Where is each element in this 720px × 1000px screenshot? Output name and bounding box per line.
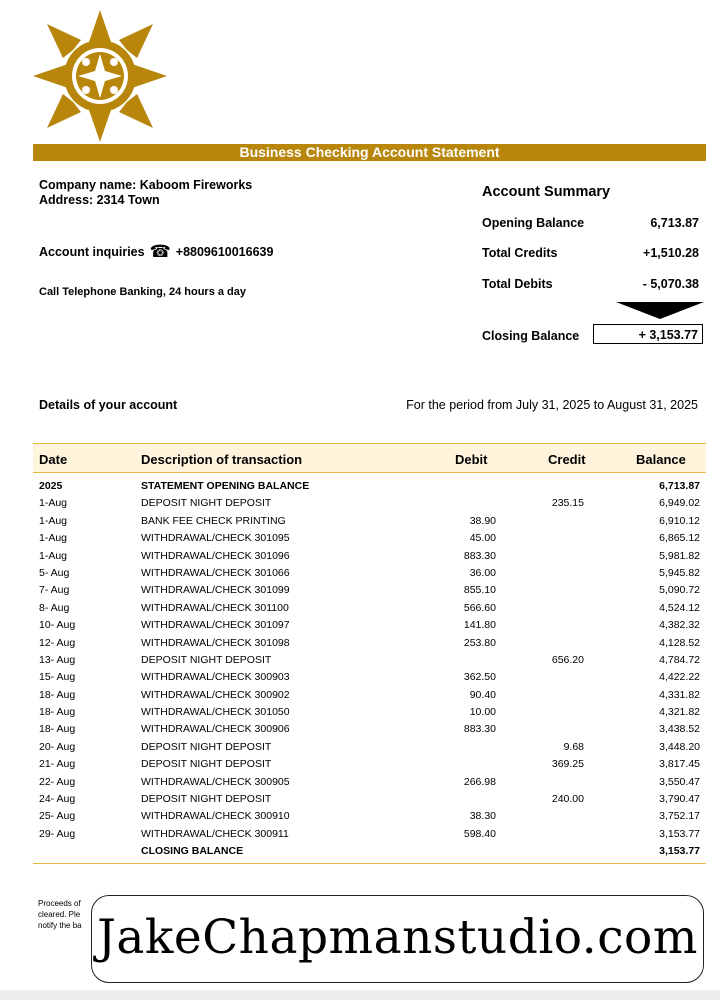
- row-date: 18- Aug: [39, 706, 76, 719]
- row-balance: 6,910.12: [659, 514, 700, 527]
- table-bottom-rule: [33, 863, 706, 864]
- row-description: WITHDRAWAL/CHECK 300906: [141, 723, 290, 736]
- account-inquiries: [39, 242, 274, 261]
- row-description: DEPOSIT NIGHT DEPOSIT: [141, 740, 272, 753]
- row-balance: 3,817.45: [659, 758, 700, 771]
- table-row: [0, 652, 720, 669]
- table-row: [0, 635, 720, 652]
- row-description: WITHDRAWAL/CHECK 301050: [141, 706, 290, 719]
- row-balance: 3,438.52: [659, 723, 700, 736]
- row-debit: 362.50: [463, 671, 496, 684]
- row-balance: 3,448.20: [659, 740, 700, 753]
- row-description: DEPOSIT NIGHT DEPOSIT: [141, 758, 272, 771]
- row-description: DEPOSIT NIGHT DEPOSIT: [141, 793, 272, 806]
- account-summary-title: Account Summary: [482, 184, 611, 200]
- bottom-strip: [0, 990, 720, 1000]
- company-address: Address: 2314 Town: [39, 193, 160, 207]
- total-credits-label: Total Credits: [482, 246, 558, 260]
- table-row: [0, 756, 720, 773]
- row-credit: 240.00: [551, 793, 584, 806]
- table-row: [0, 791, 720, 808]
- total-debits-row: [482, 277, 699, 291]
- total-debits-label: Total Debits: [482, 277, 553, 291]
- closing-balance-value: + 3,153.77: [593, 324, 703, 344]
- row-date: 18- Aug: [39, 723, 76, 736]
- down-arrow-icon: [616, 302, 704, 319]
- table-row: [0, 808, 720, 825]
- row-debit: 10.00: [469, 706, 496, 719]
- row-description: DEPOSIT NIGHT DEPOSIT: [141, 653, 272, 666]
- row-date: 15- Aug: [39, 671, 76, 684]
- total-credits-value: +1,510.28: [643, 246, 699, 260]
- row-date: 13- Aug: [39, 653, 76, 666]
- row-date: 10- Aug: [39, 619, 76, 632]
- table-row: [0, 669, 720, 686]
- row-debit: 38.90: [469, 514, 496, 527]
- statement-period: For the period from July 31, 2025 to August 31, 2025: [406, 398, 698, 412]
- row-balance: 4,382.32: [659, 619, 700, 632]
- row-description: WITHDRAWAL/CHECK 301096: [141, 549, 290, 562]
- row-balance: 3,153.77: [659, 845, 700, 858]
- row-balance: 4,321.82: [659, 706, 700, 719]
- row-date: 7- Aug: [39, 584, 70, 597]
- table-row: [0, 530, 720, 547]
- row-balance: 6,865.12: [659, 532, 700, 545]
- row-debit: 38.30: [469, 810, 496, 823]
- row-debit: 90.40: [469, 688, 496, 701]
- opening-balance-value: 6,713.87: [650, 216, 699, 230]
- row-balance: 4,331.82: [659, 688, 700, 701]
- row-balance: 4,784.72: [659, 653, 700, 666]
- table-row: [0, 843, 720, 860]
- transactions-table-body: [0, 478, 720, 861]
- row-credit: 9.68: [563, 740, 584, 753]
- row-debit: 266.98: [463, 775, 496, 788]
- row-credit: 235.15: [551, 497, 584, 510]
- row-date: 25- Aug: [39, 810, 76, 823]
- row-description: CLOSING BALANCE: [141, 845, 244, 858]
- row-date: 1-Aug: [39, 549, 68, 562]
- row-date: 21- Aug: [39, 758, 76, 771]
- row-description: WITHDRAWAL/CHECK 301099: [141, 584, 290, 597]
- row-balance: 4,422.22: [659, 671, 700, 684]
- row-description: WITHDRAWAL/CHECK 300911: [141, 827, 289, 840]
- row-debit: 855.10: [463, 584, 496, 597]
- header-credit: Credit: [548, 452, 586, 467]
- watermark: JakeChapmanstudio.com: [91, 895, 704, 983]
- total-credits-row: [482, 246, 699, 260]
- row-date: 8- Aug: [39, 601, 70, 614]
- row-balance: 6,949.02: [659, 497, 700, 510]
- table-row: [0, 548, 720, 565]
- row-description: WITHDRAWAL/CHECK 301066: [141, 566, 290, 579]
- row-balance: 3,752.17: [659, 810, 700, 823]
- row-date: 2025: [39, 480, 63, 492]
- company-name: Company name: Kaboom Fireworks: [39, 178, 253, 192]
- row-date: 1-Aug: [39, 532, 68, 545]
- row-description: WITHDRAWAL/CHECK 300903: [141, 671, 290, 684]
- table-row: [0, 704, 720, 721]
- row-description: WITHDRAWAL/CHECK 300902: [141, 688, 290, 701]
- inquiries-label: Account inquiries: [39, 245, 145, 259]
- row-balance: 5,945.82: [659, 566, 700, 579]
- table-row: [0, 565, 720, 582]
- row-balance: 5,090.72: [659, 584, 700, 597]
- telephone-icon: ☎: [149, 242, 171, 261]
- row-balance: 3,790.47: [659, 793, 700, 806]
- row-debit: 883.30: [463, 723, 496, 736]
- table-row: [0, 774, 720, 791]
- table-row: [0, 826, 720, 843]
- row-balance: 3,550.47: [659, 775, 700, 788]
- header-balance: Balance: [636, 452, 686, 467]
- row-date: 1-Aug: [39, 497, 68, 510]
- row-debit: 883.30: [463, 549, 496, 562]
- row-date: 29- Aug: [39, 827, 76, 840]
- table-row: [0, 721, 720, 738]
- row-debit: 141.80: [463, 619, 496, 632]
- row-date: 12- Aug: [39, 636, 76, 649]
- row-balance: 4,524.12: [659, 601, 700, 614]
- row-date: 1-Aug: [39, 514, 68, 527]
- row-description: WITHDRAWAL/CHECK 301095: [141, 532, 290, 545]
- row-debit: 598.40: [463, 827, 496, 840]
- row-date: 24- Aug: [39, 793, 76, 806]
- inquiries-phone: +8809610016639: [175, 245, 274, 259]
- row-balance: 3,153.77: [659, 827, 700, 840]
- details-heading: Details of your account: [39, 398, 178, 412]
- table-row: [0, 600, 720, 617]
- row-description: WITHDRAWAL/CHECK 301100: [141, 601, 289, 614]
- closing-balance-label: Closing Balance: [482, 329, 580, 343]
- row-debit: 45.00: [469, 532, 496, 545]
- row-description: WITHDRAWAL/CHECK 301097: [141, 619, 290, 632]
- row-credit: 656.20: [551, 653, 584, 666]
- row-balance: 4,128.52: [659, 636, 700, 649]
- footer-note: Proceeds of cleared. Ple notify the ba: [38, 899, 82, 930]
- header-description: Description of transaction: [141, 452, 303, 467]
- header-date: Date: [39, 452, 68, 467]
- header-debit: Debit: [455, 452, 488, 467]
- row-description: STATEMENT OPENING BALANCE: [141, 480, 310, 492]
- row-balance: 5,981.82: [659, 549, 700, 562]
- statement-title: Business Checking Account Statement: [33, 144, 706, 161]
- table-row: [0, 478, 720, 495]
- table-row: [0, 513, 720, 530]
- row-description: WITHDRAWAL/CHECK 300905: [141, 775, 290, 788]
- table-row: [0, 617, 720, 634]
- row-credit: 369.25: [551, 758, 584, 771]
- opening-balance-row: [482, 216, 699, 230]
- company-info: [39, 178, 252, 208]
- table-row: [0, 739, 720, 756]
- row-date: 5- Aug: [39, 566, 70, 579]
- row-description: BANK FEE CHECK PRINTING: [141, 514, 286, 527]
- table-row: [0, 495, 720, 512]
- row-description: WITHDRAWAL/CHECK 301098: [141, 636, 290, 649]
- row-balance: 6,713.87: [659, 480, 700, 492]
- opening-balance-label: Opening Balance: [482, 216, 585, 230]
- row-description: WITHDRAWAL/CHECK 300910: [141, 810, 290, 823]
- row-date: 22- Aug: [39, 775, 76, 788]
- table-row: [0, 687, 720, 704]
- bank-logo: [33, 10, 167, 142]
- total-debits-value: - 5,070.38: [642, 277, 699, 291]
- table-row: [0, 582, 720, 599]
- row-date: 18- Aug: [39, 688, 76, 701]
- row-description: DEPOSIT NIGHT DEPOSIT: [141, 497, 272, 510]
- row-debit: 36.00: [469, 566, 496, 579]
- row-debit: 566.60: [463, 601, 496, 614]
- telephone-banking-note: Call Telephone Banking, 24 hours a day: [39, 286, 247, 298]
- transactions-table-header: [33, 443, 706, 473]
- row-debit: 253.80: [463, 636, 496, 649]
- row-date: 20- Aug: [39, 740, 76, 753]
